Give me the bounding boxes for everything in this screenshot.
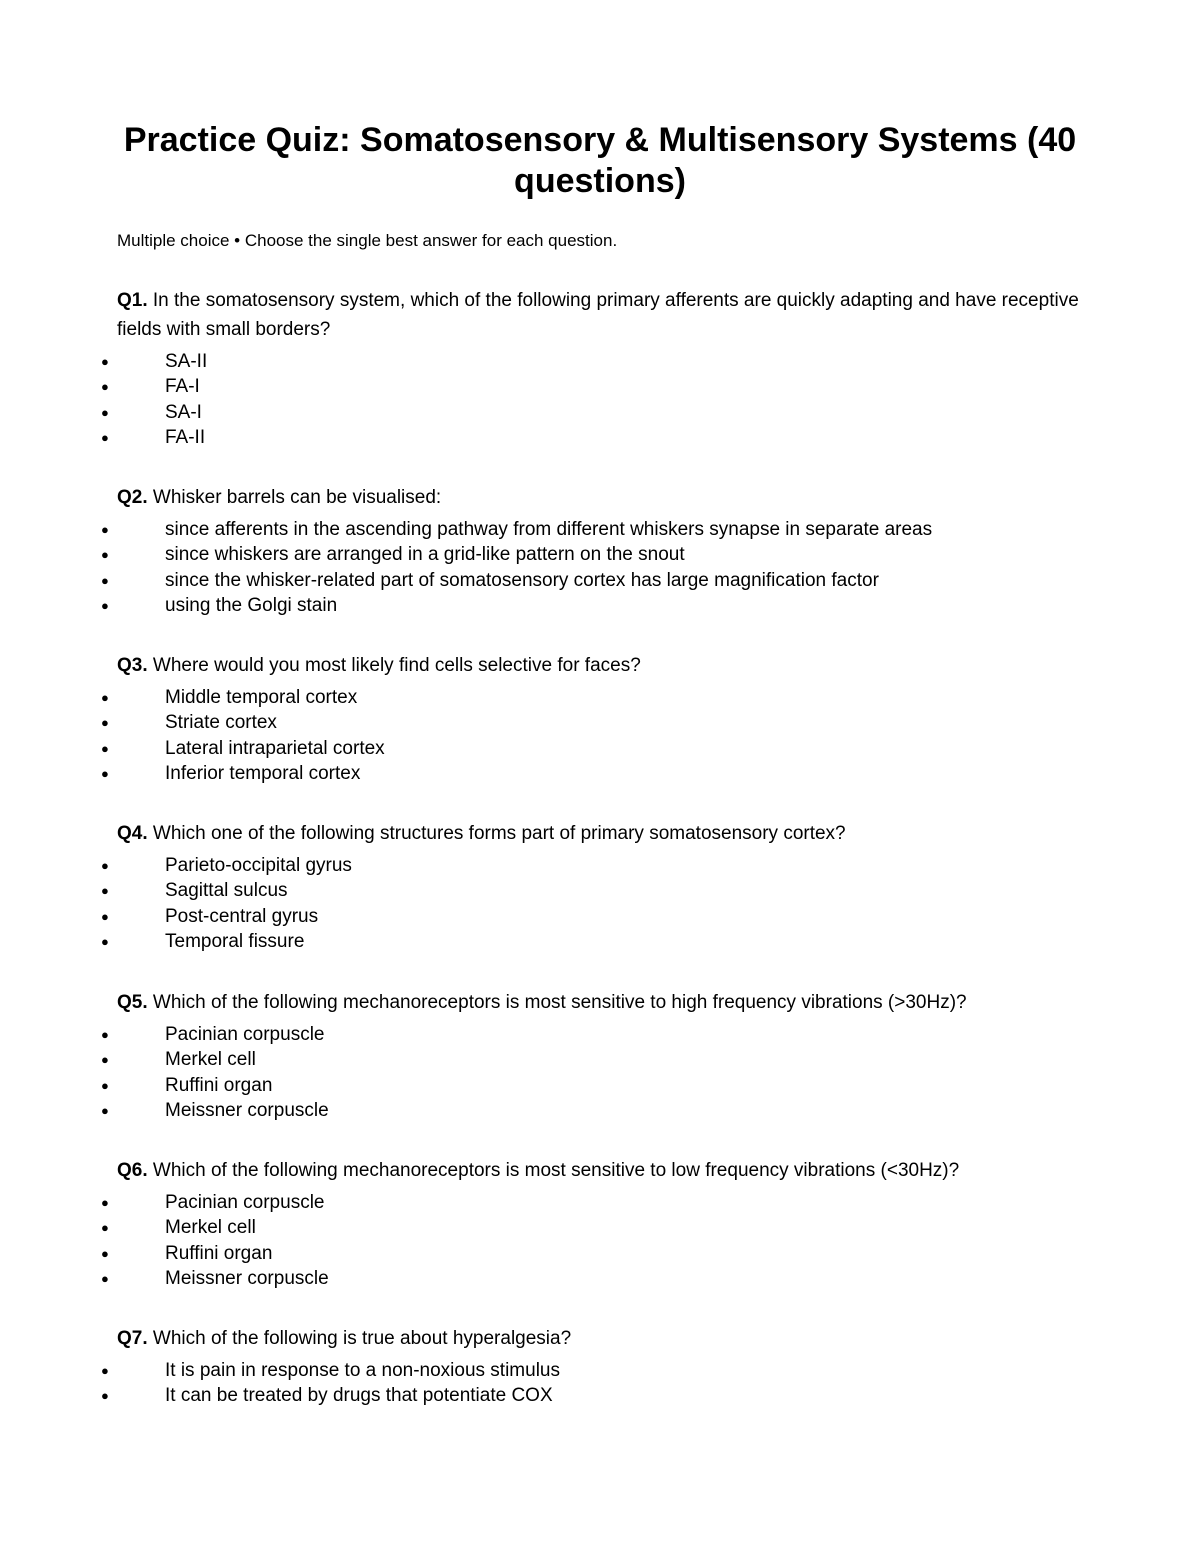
bullet-icon: ● [101, 908, 109, 924]
question-prompt: Whisker barrels can be visualised: [152, 487, 442, 508]
option-label: FA-I [165, 376, 200, 398]
option-label: Merkel cell [165, 1049, 256, 1071]
answer-option [101, 853, 1097, 878]
answer-option [101, 400, 1097, 425]
option-label: It can be treated by drugs that potentiate COX [165, 1385, 553, 1407]
question-3-text [117, 651, 1097, 680]
question-3 [101, 651, 1097, 786]
option-label: since whiskers are arranged in a grid-like pattern on the snout [165, 544, 685, 566]
question-number: Q5. [117, 992, 148, 1013]
question-6-text [117, 1156, 1097, 1185]
question-5 [101, 988, 1097, 1123]
answer-option [101, 517, 1097, 542]
answer-option [101, 425, 1097, 450]
option-label: Striate cortex [165, 712, 277, 734]
question-number: Q2. [117, 487, 148, 508]
option-label: Pacinian corpuscle [165, 1024, 325, 1045]
question-number: Q1. [117, 290, 148, 311]
bullet-icon: ● [101, 522, 109, 537]
answer-option [101, 929, 1097, 954]
answer-option [101, 904, 1097, 929]
option-label: Ruffini organ [165, 1242, 273, 1264]
bullet-icon: ● [101, 1052, 109, 1068]
bullet-icon: ● [101, 404, 109, 420]
answer-option [101, 736, 1097, 761]
question-number: Q4. [117, 823, 148, 844]
question-prompt: In the somatosensory system, which of the following primary afferents are quickly adapting and have receptive fields with small borders? [117, 290, 1079, 340]
bullet-icon: ● [101, 429, 109, 445]
option-label: It is pain in response to a non-noxious stimulus [165, 1360, 560, 1381]
answer-option [101, 710, 1097, 735]
answer-option [101, 1073, 1097, 1098]
bullet-icon: ● [101, 883, 109, 899]
answer-options [101, 1358, 1097, 1409]
bullet-icon: ● [101, 1220, 109, 1236]
option-label: Merkel cell [165, 1217, 256, 1239]
bullet-icon: ● [101, 547, 109, 563]
answer-options [101, 853, 1097, 954]
answer-option [101, 1241, 1097, 1266]
option-label: SA-I [165, 401, 202, 423]
question-prompt: Which of the following mechanoreceptors is most sensitive to low frequency vibrations (<30Hz)? [152, 1160, 960, 1181]
answer-option [101, 1098, 1097, 1123]
option-label: Sagittal sulcus [165, 880, 288, 902]
instructions-text: Multiple choice • Choose the single best answer for each question. [117, 231, 618, 250]
question-number: Q6. [117, 1160, 148, 1181]
bullet-icon: ● [101, 715, 109, 731]
bullet-icon: ● [101, 1102, 109, 1118]
answer-option [101, 349, 1097, 374]
bullet-icon: ● [101, 597, 109, 613]
answer-options [101, 349, 1097, 450]
bullet-icon: ● [101, 1077, 109, 1093]
option-label: Middle temporal cortex [165, 687, 358, 708]
option-label: since afferents in the ascending pathway from different whiskers synapse in separate areas [165, 519, 933, 540]
option-label: Meissner corpuscle [165, 1267, 329, 1289]
question-1-text [117, 286, 1097, 344]
option-label: Lateral intraparietal cortex [165, 737, 385, 759]
question-1 [101, 286, 1097, 450]
question-prompt: Which of the following is true about hyperalgesia? [152, 1328, 572, 1349]
question-number: Q3. [117, 655, 148, 676]
answer-option [101, 542, 1097, 567]
answer-option [101, 1358, 1097, 1383]
answer-options [101, 1190, 1097, 1291]
bullet-icon: ● [101, 690, 109, 705]
question-prompt: Where would you most likely find cells selective for faces? [152, 655, 641, 676]
bullet-icon: ● [101, 379, 109, 395]
option-label: Ruffini organ [165, 1074, 273, 1096]
answer-option [101, 1190, 1097, 1215]
option-label: Inferior temporal cortex [165, 762, 361, 784]
answer-options [101, 685, 1097, 786]
question-2-text [117, 483, 1097, 512]
bullet-icon: ● [101, 354, 109, 369]
question-4-text [117, 819, 1097, 848]
option-label: Temporal fissure [165, 930, 305, 952]
answer-option [101, 374, 1097, 399]
answer-option [101, 685, 1097, 710]
option-label: Post-central gyrus [165, 905, 319, 927]
option-label: SA-II [165, 351, 208, 372]
answer-option [101, 1215, 1097, 1240]
answer-option [101, 1383, 1097, 1408]
option-label: since the whisker-related part of somatosensory cortex has large magnification factor [165, 569, 879, 591]
question-number: Q7. [117, 1328, 148, 1349]
bullet-icon: ● [101, 1245, 109, 1261]
option-label: Pacinian corpuscle [165, 1192, 325, 1213]
answer-options [101, 517, 1097, 618]
question-5-text [117, 988, 1097, 1017]
question-6 [101, 1156, 1097, 1291]
question-prompt: Which of the following mechanoreceptors is most sensitive to high frequency vibrations (>30Hz)? [152, 992, 967, 1013]
question-7-text [117, 1324, 1097, 1353]
page-title: Practice Quiz: Somatosensory & Multisensory Systems (40 questions) [123, 121, 1077, 200]
bullet-icon: ● [101, 1027, 109, 1042]
bullet-icon: ● [101, 858, 109, 873]
question-4 [101, 819, 1097, 954]
answer-option [101, 593, 1097, 618]
bullet-icon: ● [101, 740, 109, 756]
answer-option [101, 1266, 1097, 1291]
answer-options [101, 1022, 1097, 1123]
bullet-icon: ● [101, 572, 109, 588]
answer-option [101, 1022, 1097, 1047]
bullet-icon: ● [101, 1270, 109, 1286]
answer-option [101, 568, 1097, 593]
option-label: using the Golgi stain [165, 594, 338, 616]
bullet-icon: ● [101, 765, 109, 781]
option-label: Parieto-occipital gyrus [165, 855, 352, 876]
option-label: FA-II [165, 426, 206, 448]
bullet-icon: ● [101, 1363, 109, 1378]
answer-option [101, 878, 1097, 903]
answer-option [101, 761, 1097, 786]
bullet-icon: ● [101, 1195, 109, 1210]
question-7 [101, 1324, 1097, 1409]
bullet-icon: ● [101, 933, 109, 949]
bullet-icon: ● [101, 1388, 109, 1404]
question-2 [101, 483, 1097, 618]
answer-option [101, 1047, 1097, 1072]
question-prompt: Which one of the following structures forms part of primary somatosensory cortex? [152, 823, 846, 844]
option-label: Meissner corpuscle [165, 1099, 329, 1121]
